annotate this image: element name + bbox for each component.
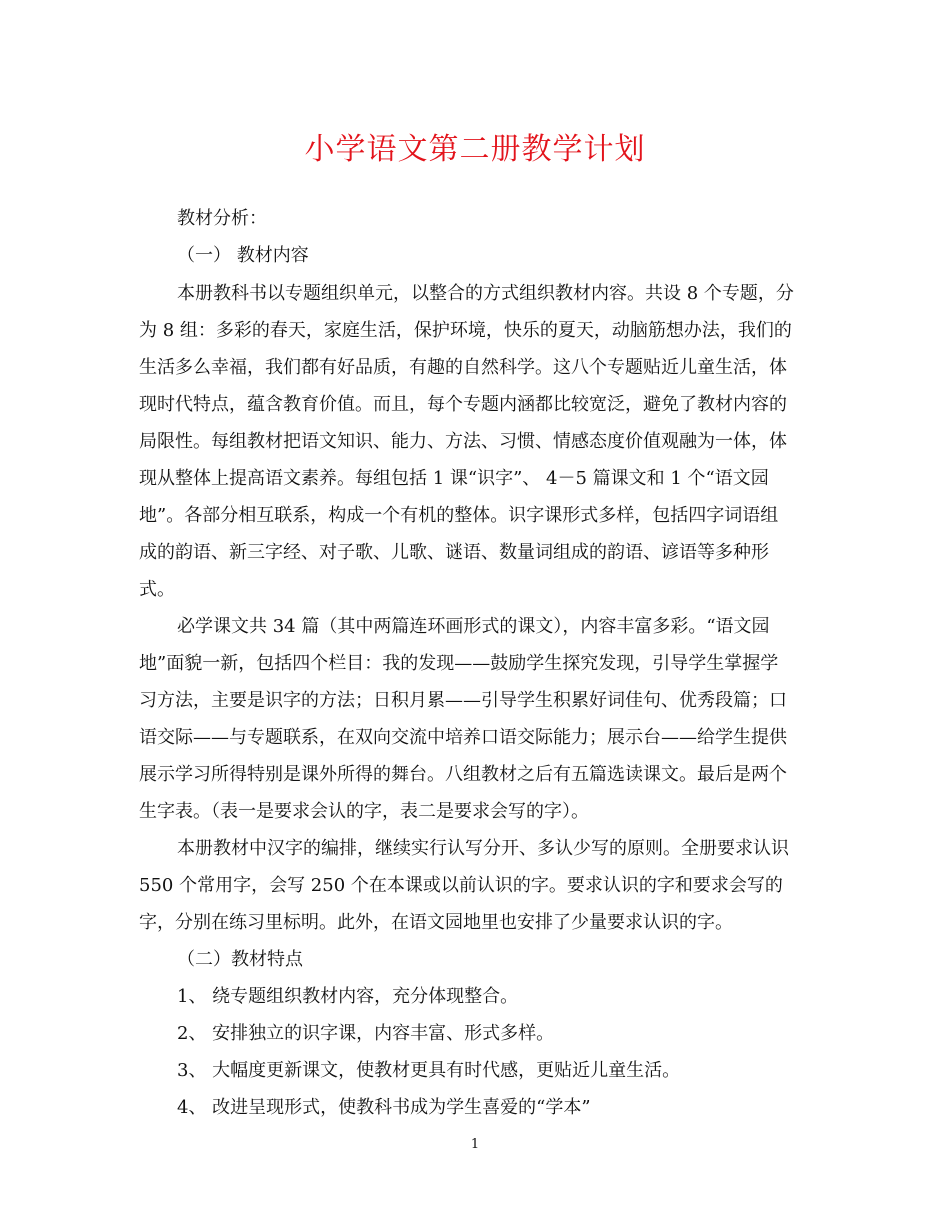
paragraph-line: 习方法，主要是识字的方法；日积月累——引导学生积累好词佳句、优秀段篇；口: [139, 690, 787, 711]
paragraph-line: 现时代特点，蕴含教育价值。而且，每个专题内涵都比较宽泛，避免了教材内容的: [139, 394, 787, 415]
paragraph-line: 为 8 组：多彩的春天，家庭生活，保护环境，快乐的夏天，动脑筋想办法，我们的: [139, 320, 792, 341]
subsection-heading-textbook-content: （一） 教材内容: [177, 245, 309, 266]
paragraph-line: 生字表。（表一是要求会认的字，表二是要求会写的字）。: [139, 801, 589, 822]
list-item: 4、 改进呈现形式，使教科书成为学生喜爱的“学本”: [177, 1097, 591, 1118]
paragraph-line: 字，分别在练习里标明。此外，在语文园地里也安排了少量要求认识的字。: [139, 912, 733, 933]
paragraph-line: 本册教材中汉字的编排，继续实行认写分开、多认少写的原则。全册要求认识: [177, 838, 789, 859]
paragraph-line: 式。: [139, 579, 175, 600]
page-number: 1: [470, 1137, 480, 1152]
paragraph-line: 必学课文共 34 篇（其中两篇连环画形式的课文），内容丰富多彩。“语文园: [177, 616, 770, 637]
paragraph-line: 生活多么幸福，我们都有好品质，有趣的自然科学。这八个专题贴近儿童生活，体: [139, 357, 787, 378]
paragraph-line: 语交际——与专题联系，在双向交流中培养口语交际能力；展示台——给学生提供: [139, 727, 787, 748]
subsection-heading-textbook-features: （二）教材特点: [177, 949, 303, 970]
section-heading-textbook-analysis: 教材分析：: [177, 208, 267, 229]
document-title: 小学语文第二册教学计划: [304, 132, 646, 167]
list-item: 2、 安排独立的识字课，内容丰富、形式多样。: [177, 1023, 555, 1044]
paragraph-line: 550 个常用字，会写 250 个在本课或以前认识的字。要求认识的字和要求会写的: [139, 875, 783, 896]
paragraph-line: 地”面貌一新，包括四个栏目：我的发现——鼓励学生探究发现，引导学生掌握学: [139, 653, 779, 674]
paragraph-line: 局限性。每组教材把语文知识、能力、方法、习惯、情感态度价值观融为一体，体: [139, 431, 787, 452]
paragraph-line: 地”。各部分相互联系，构成一个有机的整体。识字课形式多样，包括四字词语组: [139, 505, 779, 526]
paragraph-line: 本册教科书以专题组织单元，以整合的方式组织教材内容。共设 8 个专题，分: [177, 283, 794, 304]
paragraph-line: 成的韵语、新三字经、对子歌、儿歌、谜语、数量词组成的韵语、谚语等多种形: [139, 542, 769, 563]
paragraph-line: 展示学习所得特别是课外所得的舞台。八组教材之后有五篇选读课文。最后是两个: [139, 764, 787, 785]
paragraph-line: 现从整体上提高语文素养。每组包括 1 课“识字”、 4－5 篇课文和 1 个“语文园: [139, 468, 769, 489]
list-item: 1、 绕专题组织教材内容，充分体现整合。: [177, 986, 519, 1007]
list-item: 3、 大幅度更新课文，使教材更具有时代感，更贴近儿童生活。: [177, 1060, 681, 1081]
